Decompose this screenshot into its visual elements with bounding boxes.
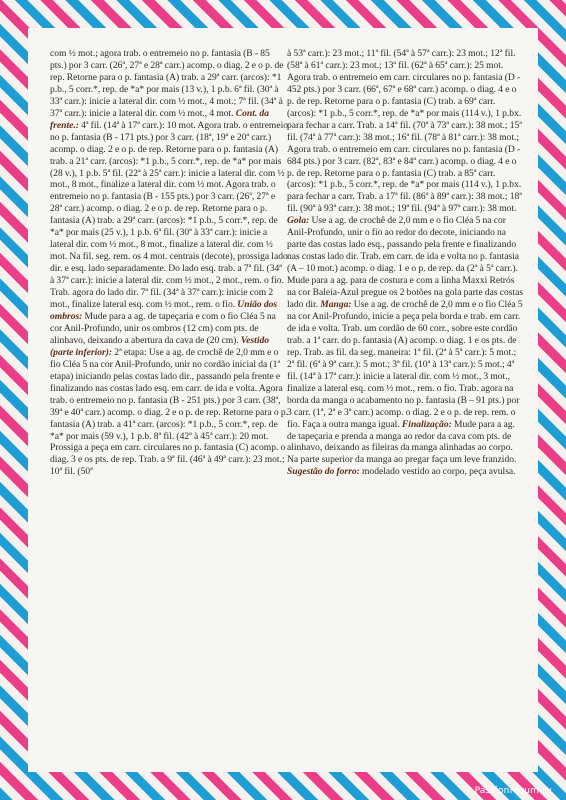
body-text: Use a ag. de crochê de 2,0 mm e o fio Cléa 5 na cor Anil-Profundo, unir o fio ao redor do decote, iniciando na parte das costas lado esq., passando pela frente e finalizando nas costas lado dir. Trab. em carr. de ida e volta no p. fantasia (A – 10 mot.) acomp. o diag. 1 e o p. de rep. da (2ª à 5ª carr.). Mude para a ag. para de costura e com a linha Maxxi Retrós na cor Baleia-Azul pregue os 2 botões na gola parte das costas lado dir. bbox=[287, 215, 524, 311]
section-heading: Vestido (parte inferior): bbox=[50, 334, 270, 358]
site-watermark: PassionForum.ru bbox=[474, 786, 552, 796]
right-text-column bbox=[287, 48, 525, 478]
body-text: à 53ª carr.): 23 mot.; 11ª fil. (54ª à 57ª carr.): 23 mot.; 12ª fil. (58ª à 61ª carr.): 23 mot.; 13ª fil. (62ª à 65ª carr.): 25 mot. Agora trab. o entremeio em carr. circulares no p. fantasia (D - 452 pts.) por 3 carr. (66ª, 67ª e 68ª carr.) acomp. o diag. 4 e o p. de rep. Retorne para o p. fantasia (C) trab. a 69ª carr. (arcos): *1 p.b., 5 corr.*, rep. de *a* por mais (114 v.), 1 p.bx. para fechar a carr. Trab. a 14ª fil. (70ª à 73ª carr.): 38 mot.; 15ª fil. (74ª à 77ª carr.): 38 mot.; 16ª fil. (78ª à 81ª carr.): 38 mot.; Agora trab. o entremeio em carr. circulares no p. fantasia (D - 684 pts.) por 3 carr. (82ª, 83ª e 84ª carr.) acomp. o diag. 4 e o p. de rep. Retorne para o p. fantasia (C) trab. a 85ª carr. (arcos): *1 p.b., 5 corr.*, rep. de *a* por mais (114 v.), 1 p.bx. para fechar a carr. Trab. a 17ª fil. (86ª à 89ª carr.): 38 mot.; 18ª fil. (90ª à 93ª carr.): 38 mot.; 19ª fil. (94ª à 97ª carr.): 38 mot. bbox=[287, 48, 522, 215]
section-heading: Manga: bbox=[320, 299, 352, 311]
section-heading: Gola: bbox=[287, 215, 310, 227]
section-heading: Sugestão do forro: bbox=[287, 466, 360, 478]
section-heading: União dos ombros: bbox=[50, 299, 278, 322]
body-text: Mude para a ag. de tapeçaria e com o fio Cléa 5 na cor Anil-Profundo, unir os ombros (12 cm) com pts. de alinhavo, deixando a abertura da cava de (20 cm). bbox=[50, 310, 276, 346]
body-text: 2ª etapa: Use a ag. de crochê de 2,0 mm e o fio Cléa 5 na cor Anil-Profundo, unir no cordão inicial da (1ª etapa) iniciando pelas costas lado dir., passando pela frente e finalizando nas costas lado esq. em carr. de ida e volta. Agora trab. o entremeio no p. fantasia (B - 251 pts.) por 3 carr. (38ª, 39ª e 40ª carr.) acomp. o diag. 2 e o p. de rep. Retorne para o p. fantasia (A) trab. a 41ª carr. (arcos): *1 p.b., 5 corr.*, rep. de *a* por mais (59 v.), 1 p.b. 8ª fil. (42ª à 45ª carr.): 20 mot. Prossiga a peça em carr. circulares no p. fantasia (C) acomp. o diag. 3 e os pts. de rep. Trab. a 9ª fil. (46ª à 49ª carr.): 23 mot.; 10ª fil. (50ª bbox=[50, 346, 289, 478]
body-text: modelado vestido ao corpo, peça avulsa. bbox=[359, 466, 516, 478]
body-text: com ½ mot.; agora trab. o entremeio no p. fantasia (B - 85 pts.) por 3 carr. (26ª, 27ª e 28ª carr.) acomp. o diag. 2 e o p. de rep. Retorne para o p. fantasia (A) trab. a 29ª carr. (arcos): *1 p.b., 5 corr.*, rep. de *a* por mais (13 v.), 1 p.b. 6ª fil. (30ª à 33ª carr.): inicie a lateral dir. com ½ mot., 4 mot.; 7ª fil. (34ª à 37ª carr.): inicie a lateral dir. com ½ mot., 4 mot. bbox=[50, 48, 284, 119]
body-text: Use a ag. de crochê de 2,0 mm e o fio Cléa 5 na cor Anil-Profundo, inicie a peça pela borda e trab. em carr. de ida e volta. Trab. um cordão de 60 corr., sobre este cordão trab. a 1ª carr. do p. fantasia (A) acomp. o diag. 1 e os pts. de rep. Trab. as fil. da seg. maneira: 1ª fil. (2ª à 5ª carr.): 5 mot.; 2ª fil. (6ª à 9ª carr.): 5 mot.; 3ª fil. (10ª à 13ª carr.): 5 mot.; 4ª fil. (14ª à 17ª carr.): inicie a lateral dir. com ½ mot., 3 mot., finalize a lateral esq. com ½ mot., rem. o fio. Trab. agora na borda da manga o acabamento no p. fantasia (B – 91 pts.) por 3 carr. (1ª, 2ª e 3ª carr.) acomp. o diag. 2 e o p. de rep. rem. o fio. Faça a outra manga igual. bbox=[287, 299, 523, 430]
left-text-column bbox=[50, 48, 288, 478]
body-text: Mude para a ag. de tapeçaria e prenda a manga ao redor da cava com pts. de alinhavo, deixando as fileiras da manga alinhadas ao corpo. Na parte superior da manga ao pregar faça um leve franzido. bbox=[287, 418, 517, 466]
body-text: 4ª fil. (14ª à 17ª carr.): 10 mot. Agora trab. o entremeio no p. fantasia (B - 171 pts.) por 3 carr. (18ª, 19ª e 20ª carr.) acomp. o diag. 2 e o p. de rep. Retorne para o p. fantasia (A) trab. a 21ª carr. (arcos): *1 p.b., 5 corr.*, rep. de *a* por mais (28 v.), 1 p.b. 5ª fil. (22ª à 25ª carr.): inicie a lateral dir. com ½ mot., 8 mot., finalize a lateral dir. com ½ mot. Agora trab. o entremeio no p. fantasia (B - 155 pts.) por 3 carr. (26ª, 27ª e 28ª carr.) acomp. o diag. 2 e o p. de rep. Retorne para o p. fantasia (A) trab. a 29ª carr. (arcos): *1 p.b., 5 corr.*, rep. de *a* por mais (25 v.), 1 p.b. 6ª fil. (30ª à 33ª carr.): inicie a lateral dir. com ½ mot., 8 mot., finalize a lateral dir. com ½ mot. Na fil. seg. rem. os 4 mot. centrais (decote), prossiga lado dir. e esq. lado separadamente. Do lado esq. trab. a 7ª fil. (34ª à 37ª carr.): inicie a lateral dir. com ½ mot., 2 mot., rem. o fio. Trab. agora do lado dir. 7ª fil. (34ª à 37ª carr.): inicie com 2 mot., finalize lateral esq. com ½ mot., rem. o fio. bbox=[50, 119, 289, 311]
section-heading: Finalização: bbox=[401, 418, 452, 430]
section-heading: Cont. da frente.: bbox=[50, 107, 269, 131]
